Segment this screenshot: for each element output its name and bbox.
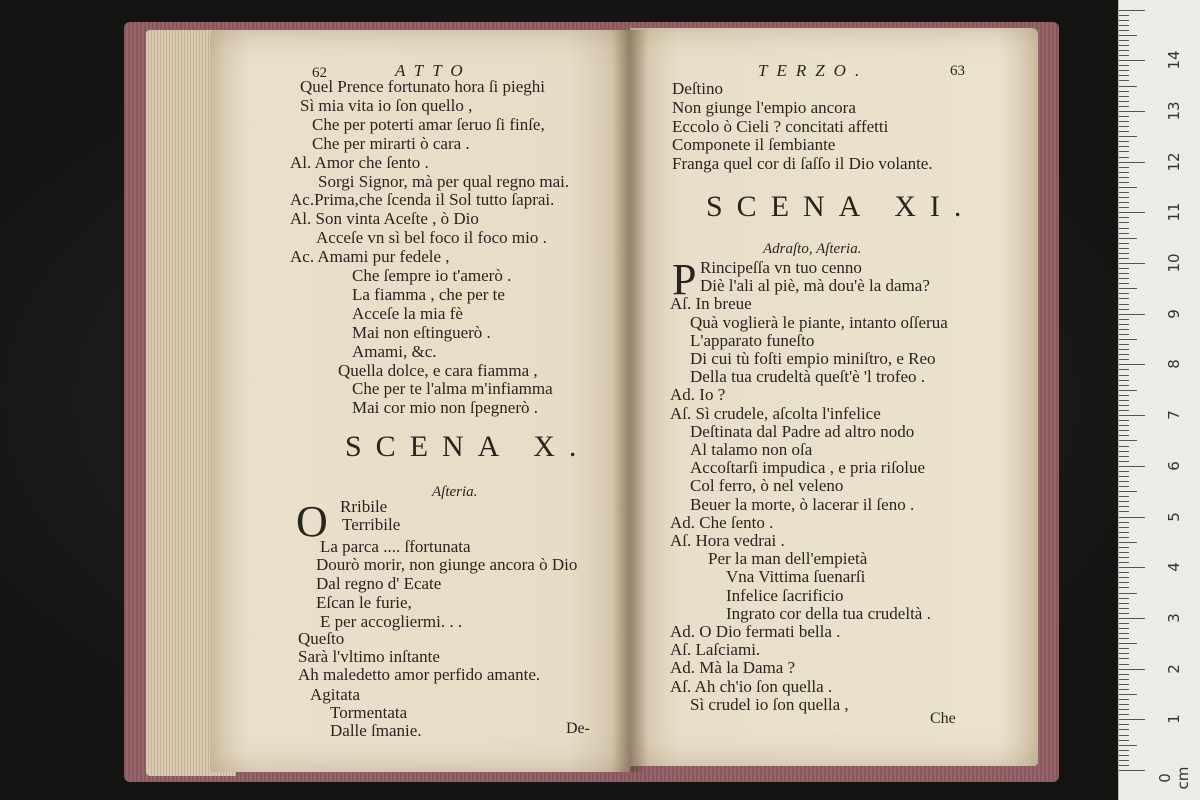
text-line: L'apparato funeſto: [690, 330, 815, 350]
ruler-tick: [1119, 471, 1129, 472]
ruler-tick: [1119, 263, 1145, 264]
ruler-tick: [1119, 375, 1129, 376]
text-line: La fiamma , che per te: [352, 284, 505, 304]
ruler-tick: [1119, 238, 1137, 239]
ruler-tick: [1119, 603, 1129, 604]
ruler-tick: [1119, 25, 1129, 26]
ruler-tick: [1119, 517, 1145, 518]
ruler-tick: [1119, 765, 1129, 766]
text-line: Che ſempre io t'amerò .: [352, 266, 512, 285]
ruler-tick: [1119, 172, 1129, 173]
ruler-tick: [1119, 527, 1129, 528]
ruler-tick: [1119, 598, 1129, 599]
ruler-tick: [1119, 212, 1145, 213]
ruler-tick: [1119, 415, 1145, 416]
ruler-tick: [1119, 684, 1129, 685]
text-line: Terribile: [342, 515, 401, 534]
ruler-tick: [1119, 653, 1129, 654]
ruler-tick: [1119, 80, 1129, 81]
scene-persons: Adraſto, Aſteria.: [763, 241, 862, 257]
text-line: Aſ. Hora vedrai .: [670, 531, 785, 550]
ruler-tick: [1119, 440, 1137, 441]
text-line: Vna Vittima ſuenarſi: [726, 567, 866, 587]
text-line: Ad. Mà la Dama ?: [670, 658, 796, 678]
ruler-tick: [1119, 136, 1137, 137]
ruler-tick: [1119, 552, 1129, 553]
ruler-tick: [1119, 669, 1145, 670]
ruler-tick: [1119, 298, 1129, 299]
ruler-tick: [1119, 410, 1129, 411]
text-line: Aſ. Ah ch'io ſon quella .: [670, 676, 833, 696]
text-line: Franga quel cor di ſaſſo il Dio volante.: [672, 154, 933, 174]
ruler-tick: [1119, 572, 1129, 573]
ruler-tick: [1119, 96, 1129, 97]
ruler-tick: [1119, 522, 1129, 523]
ruler-tick: [1119, 461, 1129, 462]
text-line: Al. Son vinta Aceſte , ò Dio: [290, 209, 479, 229]
ruler-tick: [1119, 496, 1129, 497]
text-line: Agitata: [310, 685, 361, 704]
text-line: Quà voglierà le piante, intanto oſſerua: [690, 312, 948, 332]
ruler-tick: [1119, 101, 1129, 102]
text-line: Dourò morir, non giunge ancora ò Dio: [316, 555, 578, 574]
ruler-tick: [1119, 638, 1129, 639]
ruler-tick: [1119, 613, 1129, 614]
ruler-tick: [1119, 55, 1129, 56]
ruler-tick: [1119, 162, 1145, 163]
ruler-tick: [1119, 157, 1129, 158]
ruler-tick: [1119, 658, 1129, 659]
text-line: Rincipeſſa vn tuo cenno: [700, 258, 862, 277]
ruler-tick: [1119, 694, 1137, 695]
running-head: TERZO.: [758, 61, 869, 80]
ruler-tick: [1119, 354, 1129, 355]
text-line: Sarà l'vltimo inſtante: [298, 647, 440, 666]
ruler-tick: [1119, 40, 1129, 41]
ruler-tick: [1119, 243, 1129, 244]
ruler-tick: [1119, 506, 1129, 507]
scene-persons: Aſteria.: [432, 484, 478, 500]
ruler-tick: [1119, 86, 1137, 87]
text-line: Aſ. In breue: [670, 294, 752, 314]
ruler-tick: [1119, 735, 1129, 736]
ruler-tick: [1119, 664, 1129, 665]
ruler-tick: [1119, 228, 1129, 229]
page-number: 63: [950, 63, 965, 79]
ruler-tick: [1119, 60, 1145, 61]
ruler-tick: [1119, 557, 1129, 558]
ruler-tick: [1119, 755, 1129, 756]
text-line: Ad. O Dio fermati bella .: [670, 622, 841, 641]
ruler-tick: [1119, 253, 1129, 254]
text-line: Eccolo ò Cieli ? concitati affetti: [672, 116, 889, 136]
ruler-tick: [1119, 146, 1129, 147]
text-line: Diè l'ali al piè, mà dou'è la dama?: [700, 276, 930, 296]
ruler-tick: [1119, 608, 1129, 609]
ruler-tick: [1119, 283, 1129, 284]
text-line: Col ferro, ò nel veleno: [690, 476, 844, 496]
ruler-tick: [1119, 648, 1129, 649]
text-line: Dalle ſmanie.: [330, 721, 422, 740]
ruler-tick: [1119, 618, 1145, 619]
text-line: Accoſtarſi impudica , e pria riſolue: [690, 458, 926, 478]
scene-heading: SCENA XI.: [706, 190, 976, 223]
ruler-tick: [1119, 329, 1129, 330]
ruler-tick: [1119, 451, 1129, 452]
ruler-tick: [1119, 233, 1129, 234]
ruler-tick: [1119, 50, 1129, 51]
ruler-tick: [1119, 217, 1129, 218]
text-line: Al. Amor che ſento .: [290, 152, 429, 172]
ruler-number: 1: [1165, 714, 1183, 725]
ruler-number: 9: [1165, 308, 1183, 319]
ruler-number: 4: [1165, 562, 1183, 572]
text-line: Componete il ſembiante: [672, 135, 836, 155]
ruler-tick: [1119, 770, 1145, 771]
text-line: Per la man dell'empietà: [708, 549, 868, 569]
ruler-tick: [1119, 151, 1129, 152]
text-line: Ad. Che ſento .: [670, 512, 774, 532]
ruler-tick: [1119, 532, 1129, 533]
ruler-tick: [1119, 187, 1137, 188]
text-line: Infelice ſacrificio: [726, 585, 844, 605]
text-line: Non giunge l'empio ancora: [672, 97, 856, 117]
book-gutter: [612, 30, 648, 772]
ruler-number: 12: [1165, 152, 1183, 172]
text-line: Ah maledetto amor perfido amante.: [298, 665, 541, 684]
ruler-tick: [1119, 547, 1129, 548]
ruler-tick: [1119, 486, 1129, 487]
ruler-tick: [1119, 126, 1129, 127]
ruler-number: 8: [1165, 359, 1183, 370]
text-line: Deſtino: [672, 79, 723, 98]
ruler-tick: [1119, 258, 1129, 259]
ruler-tick: [1119, 91, 1129, 92]
ruler-tick: [1119, 385, 1129, 386]
ruler-number: 10: [1165, 253, 1183, 273]
running-head: ATTO: [395, 61, 472, 80]
ruler-tick: [1119, 395, 1129, 396]
text-line: Deſtinata dal Padre ad altro nodo: [690, 421, 915, 441]
ruler-tick: [1119, 65, 1129, 66]
text-line: Che per te l'alma m'infiamma: [352, 379, 553, 399]
ruler-tick: [1119, 70, 1129, 71]
ruler-tick: [1119, 740, 1129, 741]
ruler-tick: [1119, 359, 1129, 360]
ruler-tick: [1119, 750, 1129, 751]
ruler-tick: [1119, 760, 1129, 761]
ruler-tick: [1119, 167, 1129, 168]
ruler-tick: [1119, 222, 1129, 223]
drop-cap: P: [672, 255, 697, 304]
ruler-tick: [1119, 481, 1129, 482]
ruler-tick: [1119, 709, 1129, 710]
ruler-number: 7: [1165, 410, 1183, 420]
ruler-tick: [1119, 75, 1129, 76]
text-line: Tormentata: [330, 703, 408, 722]
ruler-tick: [1119, 674, 1129, 675]
text-line: Rribile: [340, 497, 388, 516]
ruler-tick: [1119, 314, 1145, 315]
text-line: Sì mia vita io ſon quello ,: [300, 95, 473, 115]
ruler-tick: [1119, 724, 1129, 725]
text-line: Ad. Io ?: [670, 385, 726, 405]
ruler-tick: [1119, 10, 1145, 11]
scene-heading: SCENA X.: [345, 430, 591, 463]
ruler-tick: [1119, 567, 1145, 568]
ruler-tick: [1119, 425, 1129, 426]
text-line: E per accogliermi. . .: [320, 612, 463, 631]
ruler-tick: [1119, 111, 1145, 112]
text-line: Al talamo non oſa: [690, 440, 813, 459]
text-line: Dal regno d' Ecate: [316, 574, 442, 593]
text-line: Ac. Amami pur fedele ,: [290, 247, 450, 267]
ruler-tick: [1119, 643, 1137, 644]
ruler-tick: [1119, 745, 1137, 746]
ruler-tick: [1119, 430, 1129, 431]
ruler-tick: [1119, 304, 1129, 305]
ruler-tick: [1119, 511, 1129, 512]
ruler-tick: [1119, 435, 1129, 436]
ruler-tick: [1119, 116, 1129, 117]
page-number: 62: [312, 65, 327, 81]
ruler-tick: [1119, 689, 1129, 690]
text-line: La parca .... ſfortunata: [320, 537, 471, 556]
ruler-tick: [1119, 278, 1129, 279]
ruler-tick: [1119, 293, 1129, 294]
ruler-tick: [1119, 420, 1129, 421]
text-line: Ac.Prima,che ſcenda il Sol tutto ſaprai.: [290, 190, 555, 210]
ruler-tick: [1119, 380, 1129, 381]
ruler-tick: [1119, 177, 1129, 178]
text-line: Mai non eſtinguerò .: [352, 322, 491, 342]
ruler-tick: [1119, 207, 1129, 208]
ruler-tick: [1119, 714, 1129, 715]
text-line: Quel Prence fortunato hora ſi pieghi: [300, 77, 546, 96]
ruler-tick: [1119, 704, 1129, 705]
ruler-tick: [1119, 729, 1129, 730]
text-line: Ingrato cor della tua crudeltà .: [726, 603, 931, 623]
ruler-tick: [1119, 369, 1129, 370]
ruler-tick: [1119, 319, 1129, 320]
ruler-tick: [1119, 334, 1129, 335]
ruler-tick: [1119, 699, 1129, 700]
text-line: Mai cor mio non ſpegnerò .: [352, 398, 539, 418]
ruler-tick: [1119, 344, 1129, 345]
text-line: Che per mirarti ò cara .: [312, 133, 470, 153]
ruler-tick: [1119, 679, 1129, 680]
ruler-tick: [1119, 30, 1129, 31]
ruler-number: 2: [1165, 663, 1183, 674]
ruler-tick: [1119, 192, 1129, 193]
ruler-tick: [1119, 587, 1129, 588]
ruler-tick: [1119, 121, 1129, 122]
ruler-tick: [1119, 339, 1137, 340]
ruler-tick: [1119, 623, 1129, 624]
ruler-tick: [1119, 202, 1129, 203]
ruler-tick: [1119, 719, 1145, 720]
ruler-tick: [1119, 15, 1129, 16]
ruler-tick: [1119, 633, 1129, 634]
ruler-tick: [1119, 577, 1129, 578]
ruler-number: 6: [1165, 461, 1183, 471]
ruler-number: 13: [1165, 101, 1183, 121]
text-line: Eſcan le furie,: [316, 593, 412, 612]
ruler-number: 3: [1165, 613, 1183, 623]
ruler-tick: [1119, 562, 1129, 563]
text-line: Acceſe vn sì bel foco il foco mio .: [316, 228, 547, 248]
ruler-tick: [1119, 537, 1129, 538]
text-line: Acceſe la mia fè: [352, 303, 463, 323]
text-line: Di cui tù foſti empio miniſtro, e Reo: [690, 349, 936, 368]
catchword: De-: [566, 720, 590, 737]
ruler-tick: [1119, 466, 1145, 467]
text-line: Sì crudel io ſon quella ,: [690, 694, 849, 714]
ruler-tick: [1119, 20, 1129, 21]
ruler-number: 11: [1165, 202, 1183, 222]
ruler-tick: [1119, 491, 1137, 492]
ruler-tick: [1119, 582, 1129, 583]
ruler-tick: [1119, 288, 1137, 289]
ruler-tick: [1119, 106, 1129, 107]
ruler-tick: [1119, 273, 1129, 274]
ruler-tick: [1119, 501, 1129, 502]
ruler-tick: [1119, 268, 1129, 269]
measurement-ruler: [1118, 0, 1200, 800]
catchword: Che: [930, 710, 956, 727]
text-line: Che per poterti amar ſeruo ſi finſe,: [312, 114, 545, 134]
ruler-tick: [1119, 35, 1137, 36]
ruler-tick: [1119, 628, 1129, 629]
text-line: Sorgi Signor, mà per qual regno mai.: [318, 171, 570, 191]
text-line: Quella dolce, e cara fiamma ,: [338, 360, 538, 380]
ruler-tick: [1119, 405, 1129, 406]
ruler-tick: [1119, 141, 1129, 142]
ruler-tick: [1119, 400, 1129, 401]
ruler-tick: [1119, 45, 1129, 46]
ruler-tick: [1119, 390, 1137, 391]
ruler-tick: [1119, 364, 1145, 365]
ruler-tick: [1119, 476, 1129, 477]
ruler-tick: [1119, 542, 1137, 543]
ruler-tick: [1119, 456, 1129, 457]
text-line: Amami, &c.: [352, 341, 437, 361]
ruler-number: 14: [1165, 50, 1183, 70]
text-line: Beuer la morte, ò lacerar il ſeno .: [690, 494, 915, 514]
ruler-tick: [1119, 131, 1129, 132]
text-line: Aſ. Laſciami.: [670, 640, 761, 660]
ruler-tick: [1119, 446, 1129, 447]
ruler-tick: [1119, 248, 1129, 249]
ruler-tick: [1119, 593, 1137, 594]
text-line: Queſto: [298, 629, 345, 648]
ruler-tick: [1119, 197, 1129, 198]
ruler-number: 5: [1165, 511, 1183, 522]
ruler-tick: [1119, 349, 1129, 350]
drop-cap: O: [296, 497, 328, 546]
ruler-unit-label: 0 cm: [1156, 766, 1192, 790]
text-line: Aſ. Sì crudele, aſcolta l'infelice: [670, 403, 881, 423]
ruler-tick: [1119, 182, 1129, 183]
ruler-tick: [1119, 309, 1129, 310]
ruler-tick: [1119, 324, 1129, 325]
text-line: Della tua crudeltà queſt'è 'l trofeo .: [690, 367, 926, 387]
